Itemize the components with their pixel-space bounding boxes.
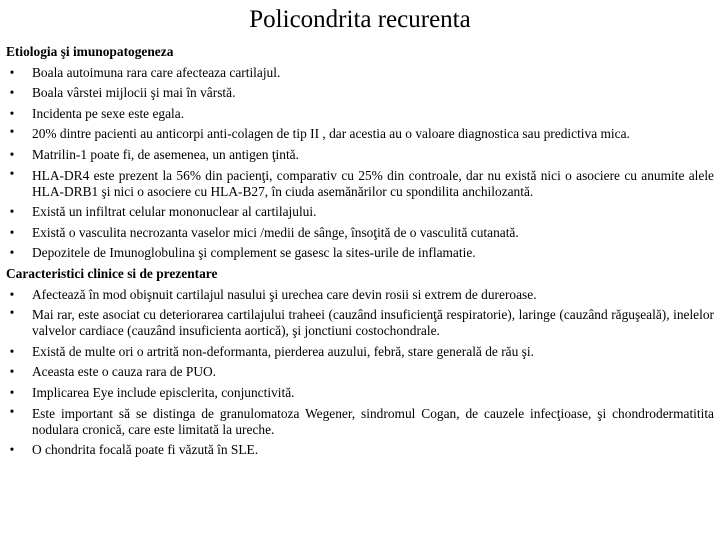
list-item <box>6 383 714 404</box>
list-item <box>6 223 714 244</box>
bullet-icon: • <box>9 204 15 220</box>
section-heading-etiology: Etiologia şi imunopatogeneza <box>6 44 174 59</box>
etiology-list <box>6 63 714 264</box>
list-item-text: Afectează în mod obişnuit cartilajul nasului şi urechea care devin rosii si extrem de dureroase. <box>32 286 537 302</box>
list-item-text: Incidenta pe sexe este egala. <box>32 105 185 121</box>
document-body <box>6 42 714 461</box>
bullet-icon: • <box>9 286 15 302</box>
list-item-text: Depozitele de Imunoglobulina şi complement se gasesc la sites-urile de inflamatie. <box>32 245 476 261</box>
list-item <box>6 202 714 223</box>
list-item <box>6 63 714 84</box>
clinical-list <box>6 285 714 461</box>
list-item-text: Implicarea Eye include episclerita, conjunctivită. <box>32 384 295 400</box>
list-item-text: Aceasta este o cauza rara de PUO. <box>32 364 217 380</box>
list-item-text: Boala vârstei mijlocii şi mai în vârstă. <box>32 85 236 101</box>
bullet-icon: • <box>9 305 15 321</box>
list-item-text: Boala autoimuna rara care afecteaza cartilajul. <box>32 64 281 80</box>
list-item <box>6 104 714 125</box>
list-item <box>6 440 714 461</box>
list-item <box>6 166 714 203</box>
list-item <box>6 285 714 306</box>
list-item <box>6 305 714 342</box>
section-heading-clinical: Caracteristici clinice si de prezentare <box>6 265 218 281</box>
bullet-icon: • <box>9 442 15 458</box>
bullet-icon: • <box>9 384 15 400</box>
bullet-icon: • <box>9 85 15 101</box>
bullet-icon: • <box>9 105 15 121</box>
bullet-icon: • <box>9 224 15 240</box>
list-item <box>6 83 714 104</box>
bullet-icon: • <box>9 64 15 80</box>
list-item-text: O chondrita focală poate fi văzută în SLE. <box>32 442 259 458</box>
bullet-icon: • <box>9 245 15 261</box>
list-item <box>6 342 714 363</box>
list-item-text: Este important să se distinga de granulomatoza Wegener, sindromul Cogan, de cauzele infecţioase, şi chondrodermatitita nodulara cronică, care este limitată la ureche. <box>32 405 714 437</box>
list-item <box>6 362 714 383</box>
list-item-text: Matrilin-1 poate fi, de asemenea, un antigen ţintă. <box>32 146 299 162</box>
page-title: Policondrita recurenta <box>249 6 471 33</box>
list-item <box>6 145 714 166</box>
list-item <box>6 124 714 145</box>
list-item-text: Există un infiltrat celular mononuclear al cartilajului. <box>32 204 317 220</box>
bullet-icon: • <box>9 165 15 181</box>
list-item-text: Mai rar, este asociat cu deteriorarea cartilajului traheei (cauzând insuficienţă respiratorie), laringe (cauzând răguşeală), inelelor valvelor cardiace (cauzând insuficienta aortică), şi jonctiuni costochondrale. <box>32 307 714 339</box>
bullet-icon: • <box>9 343 15 359</box>
list-item-text: Există o vasculita necrozanta vaselor mici /medii de sânge, însoţită de o vasculită cutanată. <box>32 224 519 240</box>
list-item-text: Există de multe ori o artrită non-deformanta, pierderea auzului, febră, stare generală de rău şi. <box>32 343 534 359</box>
bullet-icon: • <box>9 403 15 419</box>
list-item-text: 20% dintre pacienti au anticorpi anti-colagen de tip II , dar acestia au o valoare diagnostica sau predictiva mica. <box>32 126 630 142</box>
list-item <box>6 243 714 264</box>
list-item <box>6 404 714 441</box>
list-item-text: HLA-DR4 este prezent la 56% din pacienţi, comparativ cu 25% din controale, dar nu există nici o asociere cu anumite alele HLA-DRB1 şi nici o asociere cu HLA-B27, în ciuda asemănărilor cu spondilita anchilozantă. <box>32 167 714 199</box>
bullet-icon: • <box>9 364 15 380</box>
bullet-icon: • <box>9 146 15 162</box>
bullet-icon: • <box>9 124 15 140</box>
